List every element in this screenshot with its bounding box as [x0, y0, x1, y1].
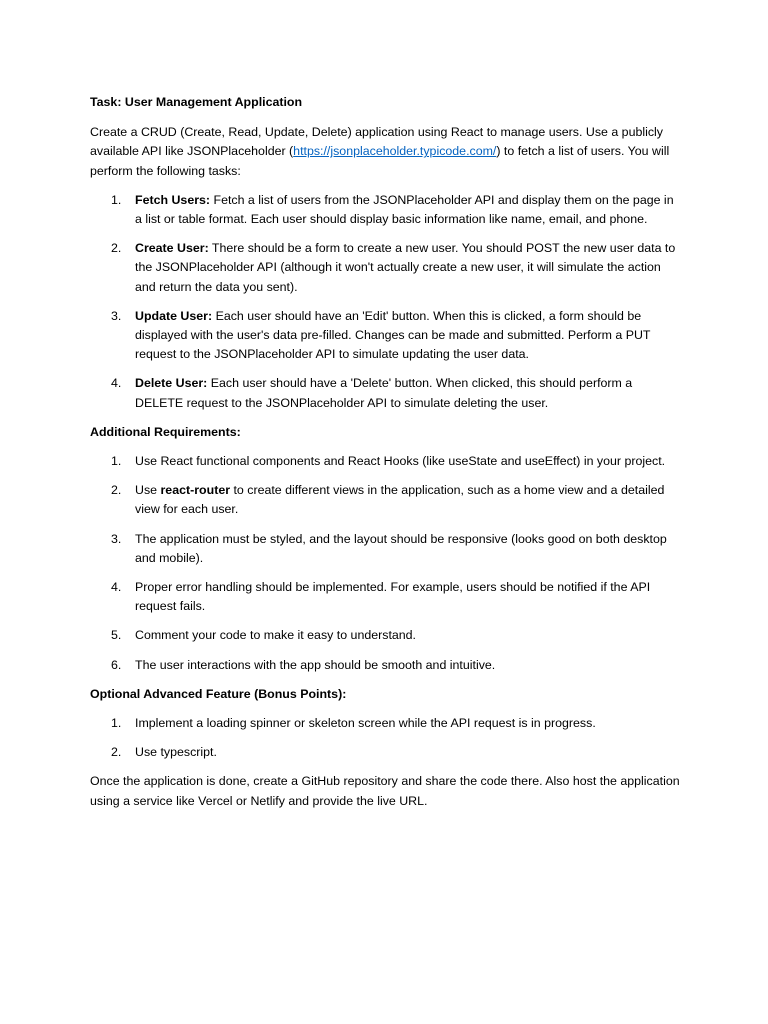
- task-text: There should be a form to create a new user. You should POST the new user data to the JSONPlaceholder API (although it won't actually create a new user, it will simulate the action and return the data you sent).: [135, 241, 676, 294]
- list-number: 4.: [111, 580, 122, 595]
- list-number: 1.: [111, 192, 122, 207]
- list-item-text: Implement a loading spinner or skeleton screen while the API request is in progress.: [135, 716, 596, 731]
- list-item-text-after: to create different views in the application, such as a home view and a detailed view for each user.: [135, 483, 665, 517]
- list-number: 3.: [111, 308, 122, 323]
- task-item-fetch-users: [90, 191, 680, 229]
- list-item-text-before: Use: [135, 483, 161, 498]
- document-content: [90, 93, 680, 821]
- task-list: [90, 191, 680, 413]
- list-item-text: Use typescript.: [135, 745, 217, 760]
- task-label: Create User:: [135, 241, 209, 256]
- list-item: [90, 481, 680, 519]
- list-item: [90, 626, 680, 645]
- task-item-delete-user: [90, 374, 680, 412]
- optional-feature-list: [90, 714, 680, 762]
- additional-requirements-list: [90, 452, 680, 675]
- list-number: 6.: [111, 657, 122, 672]
- list-item-text: The user interactions with the app should be smooth and intuitive.: [135, 657, 496, 672]
- list-item: [90, 714, 680, 733]
- list-item-text: Comment your code to make it easy to understand.: [135, 628, 416, 643]
- intro-text-after: ) to fetch a list of users. You will perform the following tasks:: [90, 144, 670, 178]
- task-label: Fetch Users:: [135, 192, 211, 207]
- list-item-text: Use React functional components and React Hooks (like useState and useEffect) in your project.: [135, 454, 666, 469]
- list-number: 1.: [111, 716, 122, 731]
- list-number: 5.: [111, 628, 122, 643]
- list-number: 2.: [111, 241, 122, 256]
- list-number: 2.: [111, 483, 122, 498]
- list-number: 2.: [111, 745, 122, 760]
- task-text: Fetch a list of users from the JSONPlaceholder API and display them on the page in a list or table format. Each user should display basic information like name, email, and phone.: [135, 192, 674, 227]
- list-number: 3.: [111, 531, 122, 546]
- jsonplaceholder-link[interactable]: https://jsonplaceholder.typicode.com/: [293, 144, 497, 159]
- list-item-text: Proper error handling should be implemented. For example, users should be notified if the API request fails.: [135, 580, 651, 614]
- list-item: [90, 656, 680, 675]
- closing-paragraph: Once the application is done, create a GitHub repository and share the code there. Also host the application using a service like Vercel or Netlify and provide the live URL.: [90, 774, 680, 808]
- list-number: 4.: [111, 376, 122, 391]
- list-item-text: The application must be styled, and the layout should be responsive (looks good on both desktop and mobile).: [135, 531, 667, 565]
- task-text: Each user should have a 'Delete' button. When clicked, this should perform a DELETE request to the JSONPlaceholder API to simulate deleting the user.: [135, 376, 633, 410]
- task-item-update-user: [90, 307, 680, 365]
- list-item: [90, 743, 680, 762]
- task-item-create-user: [90, 239, 680, 297]
- task-label: Delete User:: [135, 376, 208, 391]
- intro-text-before: Create a CRUD (Create, Read, Update, Delete) application using React to manage users. Use a publicly available API like JSONPlaceholder (: [90, 125, 664, 159]
- document-title: Task: User Management Application: [90, 95, 303, 109]
- optional-feature-heading: Optional Advanced Feature (Bonus Points):: [90, 686, 347, 701]
- task-label: Update User:: [135, 308, 213, 323]
- task-text: Each user should have an 'Edit' button. When this is clicked, a form should be displayed with the user's data pre-filled. Changes can be made and submitted. Perform a PUT request to the JSONPlaceholder API to simulate updating the user data.: [135, 308, 651, 362]
- list-item: [90, 578, 680, 616]
- list-number: 1.: [111, 454, 122, 469]
- intro-paragraph: [90, 123, 680, 181]
- list-item: [90, 530, 680, 568]
- react-router-term: react-router: [160, 483, 231, 498]
- list-item: [90, 452, 680, 471]
- additional-requirements-heading: Additional Requirements:: [90, 424, 241, 439]
